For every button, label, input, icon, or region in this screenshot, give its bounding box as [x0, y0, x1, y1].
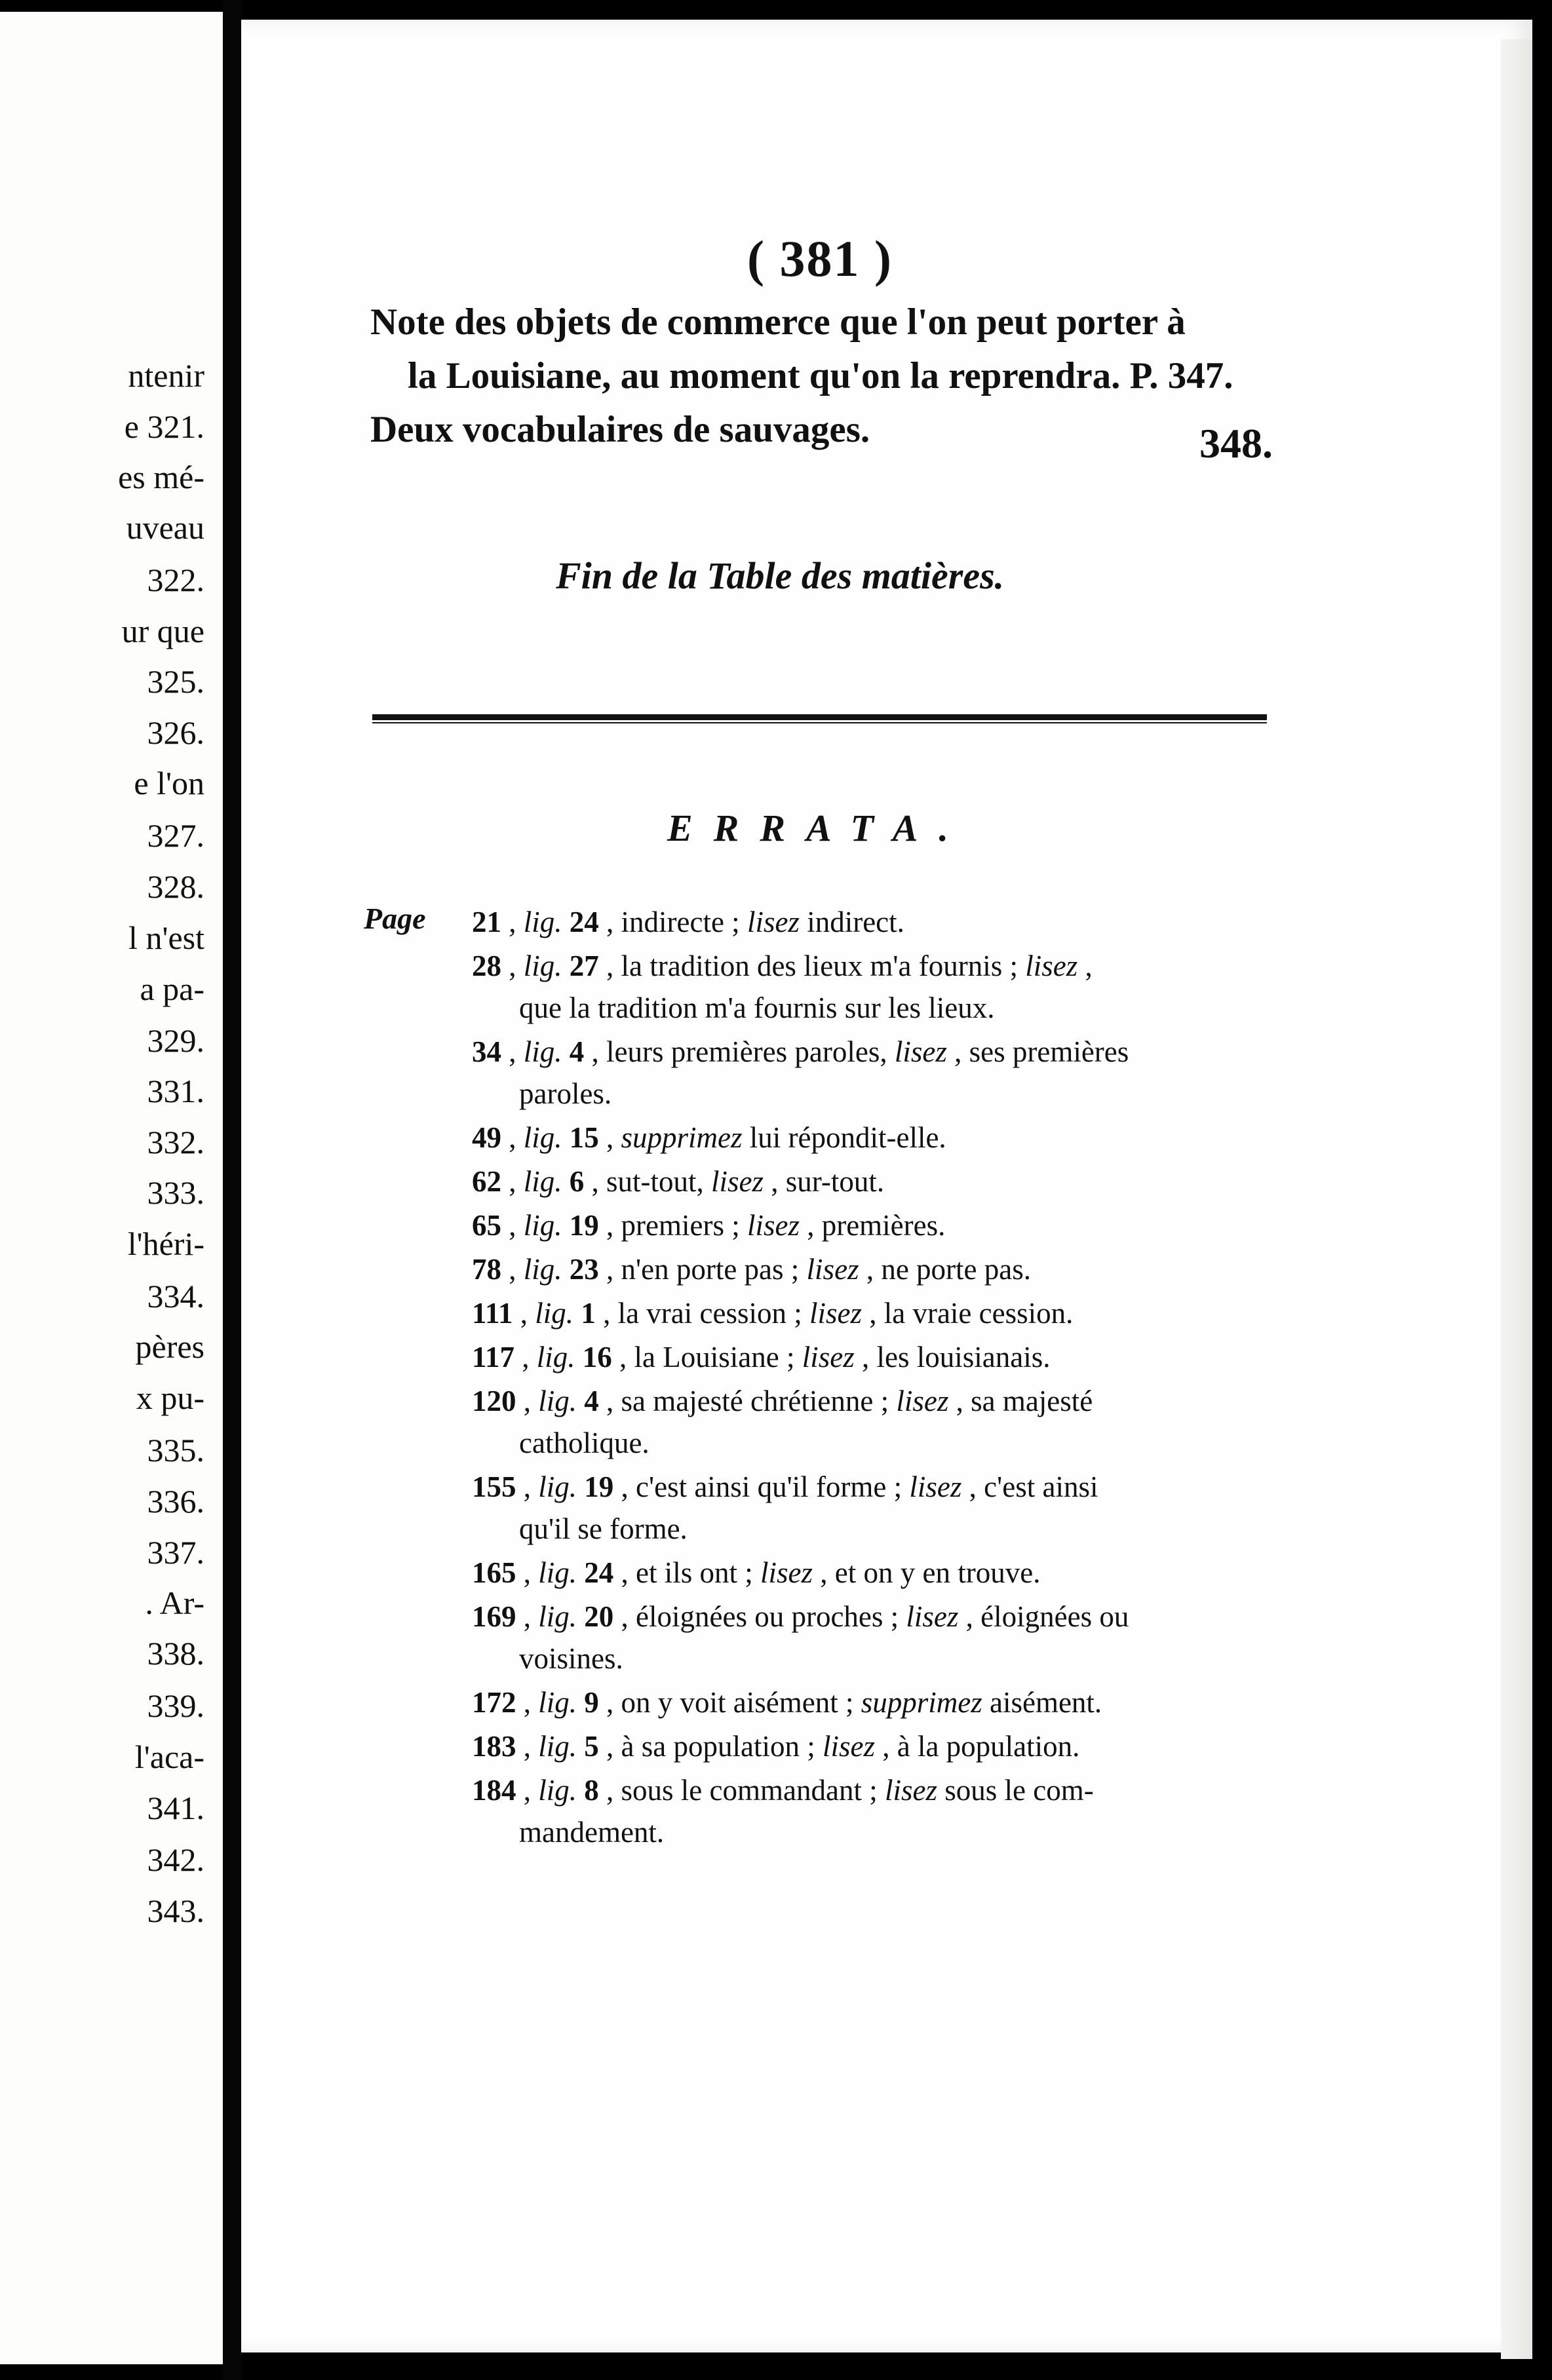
erratum-lisez: lisez	[822, 1730, 875, 1763]
erratum-lisez: lisez	[760, 1556, 813, 1589]
left-page-fragment: 334.	[147, 1278, 204, 1315]
erratum-page: 169	[472, 1600, 516, 1633]
erratum-line: 4	[584, 1385, 599, 1417]
erratum-lig: lig.	[538, 1774, 577, 1807]
erratum-correction: , éloignées ou	[965, 1600, 1129, 1633]
erratum-page: 120	[472, 1385, 516, 1417]
erratum-line: 1	[581, 1297, 596, 1330]
erratum-page: 165	[472, 1556, 516, 1589]
erratum-wrong: éloignées ou proches ;	[636, 1600, 899, 1633]
erratum-lig: lig.	[523, 950, 562, 982]
erratum-correction: lui répondit-elle.	[749, 1121, 946, 1154]
erratum-wrong: à sa population ;	[621, 1730, 815, 1763]
erratum-line: 19	[584, 1470, 614, 1503]
errata-page-label: Page	[364, 902, 426, 935]
left-page-fragment: 328.	[147, 868, 204, 905]
erratum-wrong: sa majesté chrétienne ;	[621, 1385, 889, 1417]
erratum-correction: , sur-tout.	[771, 1165, 885, 1198]
erratum-lig: lig.	[523, 906, 562, 938]
left-page-fragment: e l'on	[134, 765, 204, 801]
erratum-page: 21	[472, 906, 501, 938]
erratum-line: 6	[569, 1165, 585, 1198]
erratum-lisez: lisez	[802, 1341, 855, 1373]
erratum-page: 172	[472, 1686, 516, 1719]
erratum-lig: lig.	[523, 1035, 562, 1068]
erratum-page: 78	[472, 1253, 501, 1286]
erratum-wrong: la tradition des lieux m'a fournis ;	[621, 950, 1018, 982]
erratum-lig: lig.	[523, 1165, 562, 1198]
erratum-continuation: qu'il se forme.	[519, 1512, 688, 1545]
erratum-continuation: mandement.	[519, 1816, 665, 1849]
erratum-lig: lig.	[538, 1470, 577, 1503]
left-page-fragment: 329.	[147, 1022, 204, 1059]
erratum-lig: lig.	[538, 1556, 577, 1589]
erratum-line: 15	[569, 1121, 599, 1154]
left-page-fragment: 325.	[147, 663, 204, 700]
erratum-lig: lig.	[523, 1121, 562, 1154]
erratum-wrong: la vrai cession ;	[617, 1297, 802, 1330]
page-number: ( 381 )	[747, 230, 893, 287]
erratum-correction: aisément.	[989, 1686, 1102, 1719]
erratum-entry: 169 , lig. 20 , éloignées ou proches ; lisez , éloignées ou	[472, 1600, 1129, 1633]
erratum-line: 4	[569, 1035, 585, 1068]
erratum-wrong: sut-tout,	[606, 1165, 704, 1198]
left-page-fragment: 326.	[147, 714, 204, 751]
erratum-page: 34	[472, 1035, 501, 1068]
left-page-fragment: 339.	[147, 1687, 204, 1724]
horizontal-rule	[372, 714, 1267, 723]
erratum-page: 28	[472, 950, 501, 982]
erratum-correction: , ses premières	[954, 1035, 1129, 1068]
erratum-lisez: lisez	[906, 1600, 959, 1633]
erratum-wrong: premiers ;	[621, 1209, 740, 1242]
left-page-fragment: uveau	[126, 509, 204, 546]
erratum-entry: 28 , lig. 27 , la tradition des lieux m'a fournis ; lisez ,	[472, 950, 1093, 982]
erratum-wrong: c'est ainsi qu'il forme ;	[636, 1470, 902, 1503]
erratum-lisez: lisez	[884, 1774, 937, 1807]
erratum-entry: 34 , lig. 4 , leurs premières paroles, lisez , ses premières	[472, 1035, 1129, 1068]
erratum-entry: 165 , lig. 24 , et ils ont ; lisez , et on y en trouve.	[472, 1556, 1041, 1589]
left-page-fragment: 335.	[147, 1432, 204, 1468]
left-page-fragment: x pu-	[136, 1379, 204, 1416]
errata-heading: ERRATA.	[667, 807, 969, 849]
left-page-fragment: . Ar-	[145, 1584, 204, 1621]
erratum-lig: lig.	[535, 1297, 574, 1330]
erratum-correction: , à la population.	[882, 1730, 1080, 1763]
erratum-continuation: que la tradition m'a fournis sur les lieux.	[519, 991, 995, 1024]
erratum-page: 183	[472, 1730, 516, 1763]
erratum-entry: 155 , lig. 19 , c'est ainsi qu'il forme ; lisez , c'est ainsi	[472, 1470, 1098, 1503]
erratum-entry: 65 , lig. 19 , premiers ; lisez , premières.	[472, 1209, 946, 1242]
erratum-correction: , et on y en trouve.	[820, 1556, 1041, 1589]
erratum-lisez: lisez	[1025, 950, 1078, 982]
left-page-fragment: 343.	[147, 1892, 204, 1929]
erratum-line: 20	[584, 1600, 614, 1633]
left-page-fragment: l n'est	[128, 919, 204, 956]
left-page-fragment: 327.	[147, 817, 204, 854]
left-page-fragment: 338.	[147, 1635, 204, 1672]
erratum-page: 117	[472, 1341, 515, 1373]
erratum-line: 27	[569, 950, 599, 982]
erratum-lisez: lisez	[711, 1165, 764, 1198]
left-page-fragment: 332.	[147, 1124, 204, 1161]
left-page-fragment: 336.	[147, 1483, 204, 1520]
erratum-entry: 183 , lig. 5 , à sa population ; lisez , à la population.	[472, 1730, 1080, 1763]
erratum-entry: 111 , lig. 1 , la vrai cession ; lisez , la vraie cession.	[472, 1297, 1074, 1330]
left-page-fragment: es mé-	[118, 459, 204, 495]
erratum-entry: 117 , lig. 16 , la Louisiane ; lisez , les louisianais.	[472, 1341, 1051, 1373]
erratum-continuation: catholique.	[519, 1427, 650, 1459]
erratum-wrong: n'en porte pas ;	[621, 1253, 800, 1286]
book-gutter	[223, 0, 242, 2380]
erratum-lig: lig.	[538, 1730, 577, 1763]
erratum-page: 49	[472, 1121, 501, 1154]
erratum-correction: , c'est ainsi	[969, 1470, 1098, 1503]
erratum-entry: 184 , lig. 8 , sous le commandant ; lisez sous le com-	[472, 1774, 1094, 1807]
erratum-lisez: lisez	[896, 1385, 949, 1417]
toc-entry-vocabulaires: Deux vocabulaires de sauvages.	[370, 409, 870, 450]
erratum-lisez: lisez	[747, 1209, 800, 1242]
erratum-line: 16	[582, 1341, 612, 1373]
erratum-correction: , les louisianais.	[862, 1341, 1051, 1373]
left-page-fragment: 337.	[147, 1534, 204, 1571]
erratum-lisez: lisez	[894, 1035, 947, 1068]
erratum-lig: lig.	[538, 1686, 577, 1719]
erratum-line: 24	[569, 906, 599, 938]
erratum-page: 155	[472, 1470, 516, 1503]
erratum-lisez: lisez	[809, 1297, 862, 1330]
erratum-lig: lig.	[523, 1209, 562, 1242]
erratum-wrong: leurs premières paroles,	[606, 1035, 887, 1068]
erratum-wrong: indirecte ;	[621, 906, 740, 938]
left-page-fragment: ntenir	[128, 357, 204, 394]
erratum-wrong: on y voit aisément ;	[621, 1686, 854, 1719]
erratum-correction: , premières.	[807, 1209, 946, 1242]
erratum-page: 65	[472, 1209, 501, 1242]
erratum-lisez: lisez	[806, 1253, 859, 1286]
erratum-entry: 49 , lig. 15 , supprimez lui répondit-elle.	[472, 1121, 946, 1154]
erratum-supprimez: supprimez	[621, 1121, 743, 1154]
erratum-correction: , ne porte pas.	[866, 1253, 1031, 1286]
toc-entry-commerce-line-1: Note des objets de commerce que l'on peut porter à	[370, 301, 1186, 343]
erratum-correction: ,	[1085, 950, 1093, 982]
erratum-page: 184	[472, 1774, 516, 1807]
erratum-entry: 62 , lig. 6 , sut-tout, lisez , sur-tout.	[472, 1165, 885, 1198]
erratum-lig: lig.	[538, 1600, 577, 1633]
erratum-continuation: paroles.	[519, 1077, 612, 1110]
erratum-line: 19	[569, 1209, 599, 1242]
page-edge	[1501, 39, 1532, 2359]
left-page-fragment: ur que	[121, 613, 204, 649]
erratum-line: 24	[584, 1556, 614, 1589]
erratum-entry: 21 , lig. 24 , indirecte ; lisez indirect.	[472, 906, 904, 938]
erratum-page: 111	[472, 1297, 513, 1330]
erratum-correction: , la vraie cession.	[869, 1297, 1074, 1330]
left-page-fragment: l'héri-	[127, 1225, 204, 1262]
left-page-fragment: 333.	[147, 1174, 204, 1211]
erratum-line: 23	[569, 1253, 599, 1286]
erratum-entry: 78 , lig. 23 , n'en porte pas ; lisez , ne porte pas.	[472, 1253, 1031, 1286]
erratum-wrong: sous le commandant ;	[621, 1774, 878, 1807]
erratum-line: 8	[584, 1774, 599, 1807]
erratum-wrong: la Louisiane ;	[634, 1341, 795, 1373]
erratum-line: 9	[584, 1686, 599, 1719]
left-page-fragment: 341.	[147, 1790, 204, 1826]
erratum-correction: , sa majesté	[956, 1385, 1093, 1417]
toc-entry-commerce-line-2: la Louisiane, au moment qu'on la reprendra. P. 347.	[408, 355, 1233, 396]
erratum-correction: sous le com-	[944, 1774, 1094, 1807]
erratum-line: 5	[584, 1730, 599, 1763]
erratum-correction: indirect.	[807, 906, 904, 938]
left-page-fragment: a pa-	[140, 970, 204, 1007]
left-page-fragment: e 321.	[124, 408, 204, 445]
erratum-lisez: lisez	[747, 906, 800, 938]
left-page-fragment: 331.	[147, 1073, 204, 1109]
erratum-supprimez: supprimez	[861, 1686, 982, 1719]
erratum-lisez: lisez	[909, 1470, 962, 1503]
erratum-page: 62	[472, 1165, 501, 1198]
end-of-table-note: Fin de la Table des matières.	[556, 554, 1005, 597]
erratum-lig: lig.	[536, 1341, 575, 1373]
erratum-lig: lig.	[538, 1385, 577, 1417]
left-facing-page	[0, 12, 223, 2364]
left-page-fragment: 322.	[147, 562, 204, 598]
toc-entry-vocabulaires-page: 348.	[1199, 420, 1273, 467]
erratum-lig: lig.	[523, 1253, 562, 1286]
erratum-wrong: et ils ont ;	[636, 1556, 753, 1589]
left-page-fragment: 342.	[147, 1841, 204, 1878]
left-page-fragment: pères	[135, 1328, 204, 1365]
left-page-fragment: l'aca-	[134, 1738, 204, 1775]
erratum-continuation: voisines.	[519, 1642, 623, 1675]
erratum-entry: 120 , lig. 4 , sa majesté chrétienne ; lisez , sa majesté	[472, 1385, 1093, 1417]
erratum-entry: 172 , lig. 9 , on y voit aisément ; supprimez aisément.	[472, 1686, 1102, 1719]
